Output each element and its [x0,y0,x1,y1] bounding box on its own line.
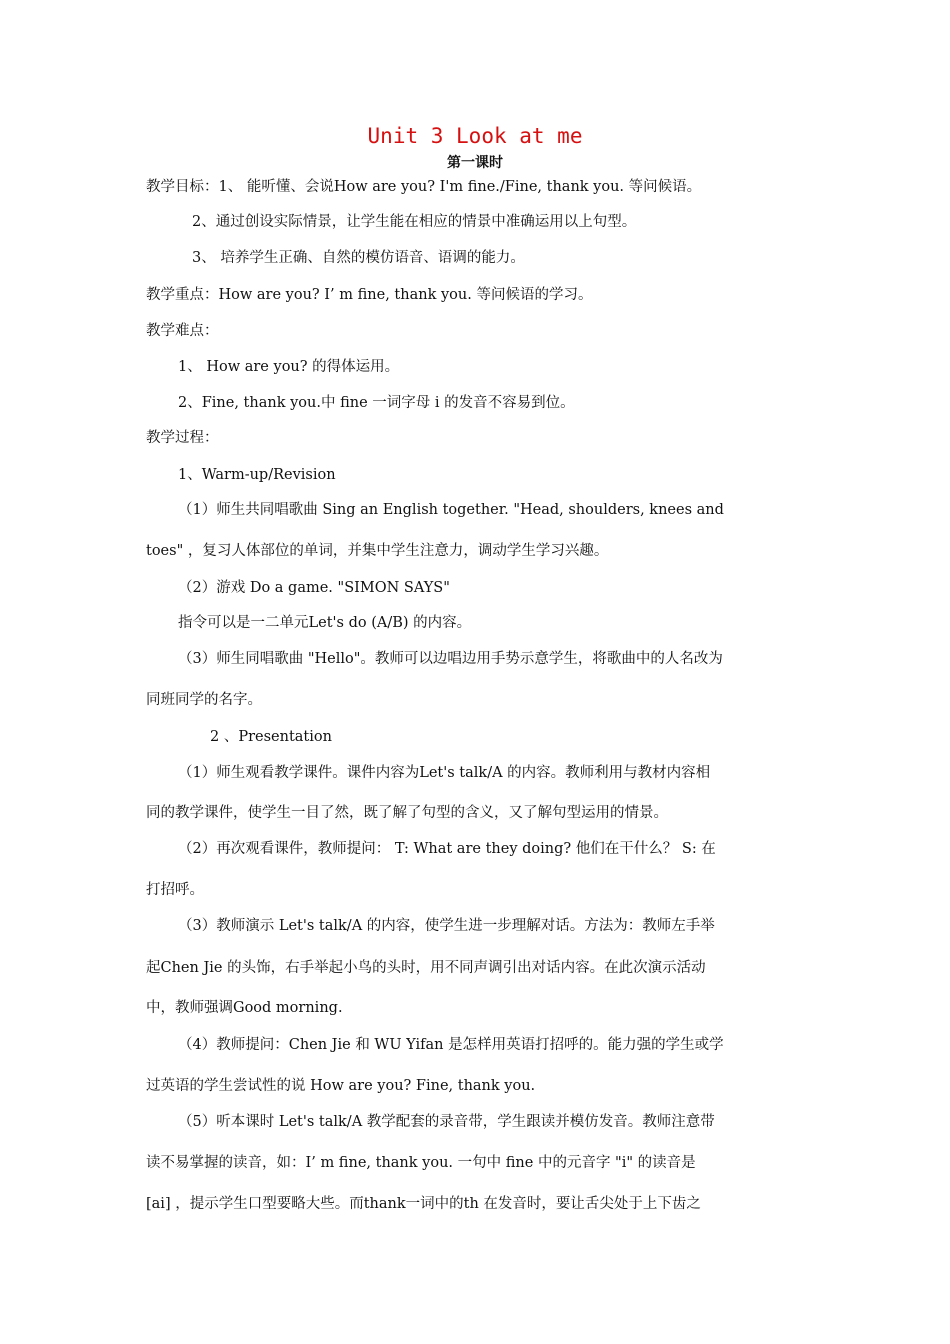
paragraph-line: 起Chen Jie 的头饰，右手举起小鸟的头时，用不同声调引出对话内容。在此次演示活动 [146,960,706,976]
paragraph-line: 过英语的学生尝试性的说 How are you? Fine, thank you. [146,1078,536,1094]
paragraph-line: 同的教学课件，使学生一目了然，既了解了句型的含义，又了解句型运用的情景。 [146,805,668,821]
objective-line-1: 教学目标：1、 能听懂、会说How are you? I'm fine./Fine, thank you. 等问候语。 [146,179,702,195]
paragraph-line: （2）再次观看课件，教师提问： T: What are they doing? 他们在干什么？ S: 在 [178,841,716,857]
paragraph-line: 指令可以是一二单元Let's do (A/B) 的内容。 [178,615,472,631]
paragraph-line: 读不易掌握的读音，如：I’ m fine, thank you. 一句中 fine 中的元音字 "i" 的读音是 [146,1155,696,1171]
paragraph-line: 同班同学的名字。 [146,692,262,708]
objective-line-3: 3、 培养学生正确、自然的模仿语音、语调的能力。 [192,250,525,266]
paragraph-line: 打招呼。 [146,882,204,898]
paragraph-line: （2）游戏 Do a game. "SIMON SAYS" [178,580,450,596]
document-subtitle: 第一课时 [447,155,503,171]
presentation-heading: 2 、Presentation [210,729,332,745]
difficulty-line-2: 2、Fine, thank you.中 fine 一词字母 i 的发音不容易到位。 [178,395,575,411]
paragraph-line: （4）教师提问：Chen Jie 和 WU Yifan 是怎样用英语打招呼的。能力强的学生或学 [178,1037,724,1053]
objective-line-2: 2、通过创设实际情景，让学生能在相应的情景中准确运用以上句型。 [192,214,637,230]
paragraph-line: [ai] ，提示学生口型要略大些。而thank一词中的th 在发音时，要让舌尖处于上下齿之 [146,1196,701,1212]
paragraph-line: （1）师生观看教学课件。课件内容为Let's talk/A 的内容。教师利用与教材内容相 [178,765,711,781]
difficulty-line-1: 1、 How are you? 的得体运用。 [178,359,400,375]
paragraph-line: 中，教师强调Good morning. [146,1000,343,1016]
paragraph-line: （1）师生共同唱歌曲 Sing an English together. "Head, shoulders, knees and [178,502,724,518]
difficulty-heading: 教学难点： [146,323,219,339]
warmup-heading: 1、Warm-up/Revision [178,467,336,483]
paragraph-line: （3）教师演示 Let's talk/A 的内容，使学生进一步理解对话。方法为：教师左手举 [178,918,715,934]
paragraph-line: （3）师生同唱歌曲 "Hello"。教师可以边唱边用手势示意学生，将歌曲中的人名改为 [178,651,723,667]
document-title: Unit 3 Look at me [367,124,583,148]
process-heading: 教学过程： [146,430,219,446]
key-point-line: 教学重点：How are you? I’ m fine, thank you. 等问候语的学习。 [146,287,593,303]
paragraph-line: （5）听本课时 Let's talk/A 教学配套的录音带，学生跟读并模仿发音。教师注意带 [178,1114,715,1130]
paragraph-line: toes" ，复习人体部位的单词，并集中学生注意力，调动学生学习兴趣。 [146,543,609,559]
